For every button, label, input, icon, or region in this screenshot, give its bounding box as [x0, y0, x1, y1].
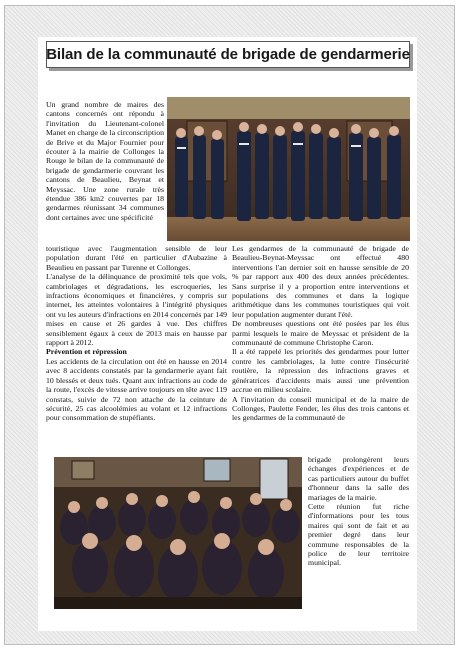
photo-gendarmes: [167, 97, 410, 241]
paragraph-buffet: brigade prolongèrent leurs échanges d'expériences et de cas particuliers autour du buffet d'honneur dans la salle des mariages de la mairie.: [308, 455, 409, 502]
paragraph-priorities: Il a été rappelé les priorités des gendarmes pour lutter contre les cambriolages, la lutte contre l'insécurité routière, la répression des infractions graves et génératrices d'accidents mais aussi une prévention accrue en milieu scolaire.: [232, 347, 409, 395]
photo-audience: [54, 457, 302, 609]
paragraph-conclusion: Cette réunion fut riche d'informations pour les tous maires qui sont de fait et au premier degré dans leur commune responsables de la police de leur territoire municipal.: [308, 502, 409, 568]
section-heading: Prévention et répression: [46, 347, 127, 357]
intro-paragraph: Un grand nombre de maires des cantons concernés ont répondu à l'invitation du Lieutenant-colonel Manet en charge de la circonscription de Brive et du Major Fournier pour écouter à la mairie de Collonges la Rouge le bilan de la communauté de brigade de gendarmerie couvrant les cantons de Beaulieu, Beynat et Meyssac. Une zone rurale très étendue 386 km2 couvertes par 18 gendarmes réunissant 34 communes dont certaines avec une spécificité: [46, 100, 164, 222]
paragraph-invitation: A l'invitation du conseil municipal et de la maire de Collonges, Paulette Fender, les élus des trois cantons et les gendarmes de la communauté de: [232, 394, 409, 423]
intro-column: [46, 100, 164, 222]
paragraph-tourism: touristique avec l'augmentation sensible de leur population durant l'été en particulier d'Aubazine à Beaulieu en passant par Turenne et Collonges.: [46, 244, 227, 272]
paragraph-delinquency: L'analyse de la délinquance de proximité tels que vols, cambriolages et dégradations, les escroqueries, les infractions économiques et financières, y compris sur internet, les atteintes volontaires à l'intégrité physiques ont vu les auteurs d'infractions en 2014 concernés par 149 mises en cause et 26 gardes à vue. Des chiffres sensiblement égaux à ceux de 2013 mais en hausse par rapport à 2012.: [46, 272, 227, 348]
paragraph-interventions: Les gendarmes de la communauté de brigade de Beaulieu-Beynat-Meyssac ont effectué 480 interventions l'an dernier soit en hausse sensible de 20 % par rapport aux 400 des deux années précédentes. Sans surprise il y a proportion entre interventions et populations des communes et dans la logique arithmétique dans les communes touristiques qui voit leur population augmenter durant l'été.: [232, 244, 409, 319]
article-title: Bilan de la communauté de brigade de gendarmerie: [46, 46, 410, 63]
photo-icon: [54, 457, 302, 609]
page-frame: [4, 5, 455, 645]
narrow-column: [308, 455, 409, 568]
article-page: [38, 37, 417, 631]
paragraph-questions: De nombreuses questions ont été posées par les élus parmi lesquels le maire de Meyssac et président de la communauté de commune Christophe Caron.: [232, 319, 409, 348]
photo-icon: [167, 97, 410, 241]
title-banner: [46, 41, 410, 68]
left-column: [46, 244, 227, 423]
paragraph-accidents: Les accidents de la circulation ont été en hausse en 2014 avec 8 accidents constatés par la gendarmerie ayant fait 10 blessés et deux tués. Quant aux infractions au code de la route, l'excès de vitesse arrive toujours en tête avec 119 constats, suivie de 72 non attache de la ceinture de sécurité, 25 cas alcoolémies au volant et 12 infractions pour consommation de stupéfiants.: [46, 356, 227, 423]
right-column: [232, 244, 409, 423]
